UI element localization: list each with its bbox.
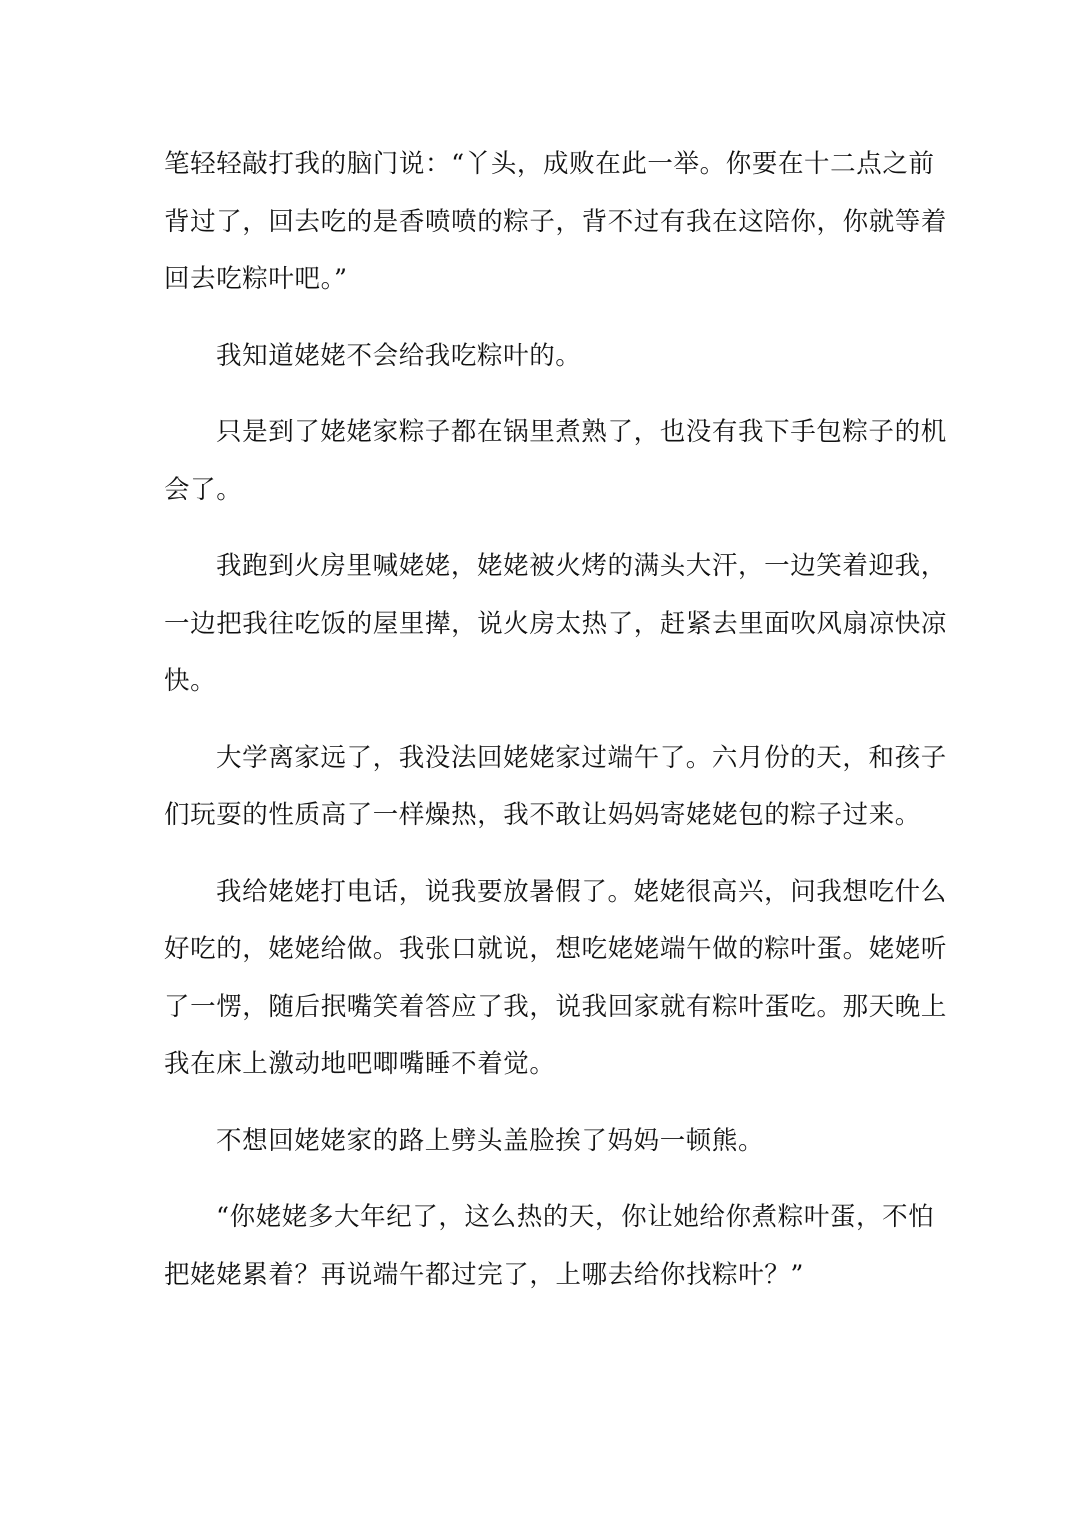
text-line: 我跑到火房里喊姥姥，姥姥被火烤的满头大汗，一边笑着迎我， xyxy=(216,551,947,581)
text-line: 不想回姥姥家的路上劈头盖脸挨了妈妈一顿熊。 xyxy=(216,1125,765,1156)
paragraph-6 xyxy=(164,864,948,1094)
text-line: “你姥姥多大年纪了，这么热的天，你让她给你煮粽叶蛋，不怕 xyxy=(216,1202,935,1232)
text-line: 把姥姥累着？再说端午都过完了，上哪去给你找粽叶？” xyxy=(164,1259,805,1290)
text-line: 们玩耍的性质高了一样燥热，我不敢让妈妈寄姥姥包的粽子过来。 xyxy=(164,800,921,830)
paragraph-7 xyxy=(164,1113,918,1171)
paragraph-gap xyxy=(164,309,918,328)
text-line: 笔轻轻敲打我的脑门说：“丫头，成败在此一举。你要在十二点之前 xyxy=(164,149,935,179)
paragraph-4 xyxy=(164,538,948,711)
paragraph-gap xyxy=(164,845,918,864)
paragraph-gap xyxy=(164,519,918,538)
text-line: 一边把我往吃饭的屋里撵，说火房太热了，赶紧去里面吹风扇凉快凉 xyxy=(164,608,948,639)
text-line: 背过了，回去吃的是香喷喷的粽子，背不过有我在这陪你，你就等着 xyxy=(164,206,948,237)
paragraph-5 xyxy=(164,730,947,845)
text-line: 我给姥姥打电话，说我要放暑假了。姥姥很高兴，问我想吃什么 xyxy=(216,876,947,907)
paragraph-3 xyxy=(164,404,947,519)
paragraph-8 xyxy=(164,1189,935,1304)
text-line: 只是到了姥姥家粽子都在锅里煮熟了，也没有我下手包粽子的机 xyxy=(216,417,947,447)
paragraph-gap xyxy=(164,711,918,730)
text-line: 好吃的，姥姥给做。我张口就说，想吃姥姥端午做的粽叶蛋。姥姥听 xyxy=(164,934,948,964)
text-line: 我在床上激动地吧唧嘴睡不着觉。 xyxy=(164,1049,556,1079)
document-page xyxy=(164,136,948,1304)
paragraph-gap xyxy=(164,385,918,404)
text-line: 会了。 xyxy=(164,474,243,505)
paragraph-gap xyxy=(164,1094,918,1113)
text-line: 回去吃粽叶吧。” xyxy=(164,264,348,294)
text-line: 了一愣，随后抿嘴笑着答应了我，说我回家就有粽叶蛋吃。那天晚上 xyxy=(164,991,948,1022)
paragraph-2 xyxy=(164,328,918,386)
text-line: 我知道姥姥不会给我吃粽叶的。 xyxy=(216,340,582,371)
text-line: 快。 xyxy=(164,666,217,696)
paragraph-gap xyxy=(164,1170,918,1189)
paragraph-1 xyxy=(164,136,948,309)
text-line: 大学离家远了，我没法回姥姥家过端午了。六月份的天，和孩子 xyxy=(216,742,947,773)
